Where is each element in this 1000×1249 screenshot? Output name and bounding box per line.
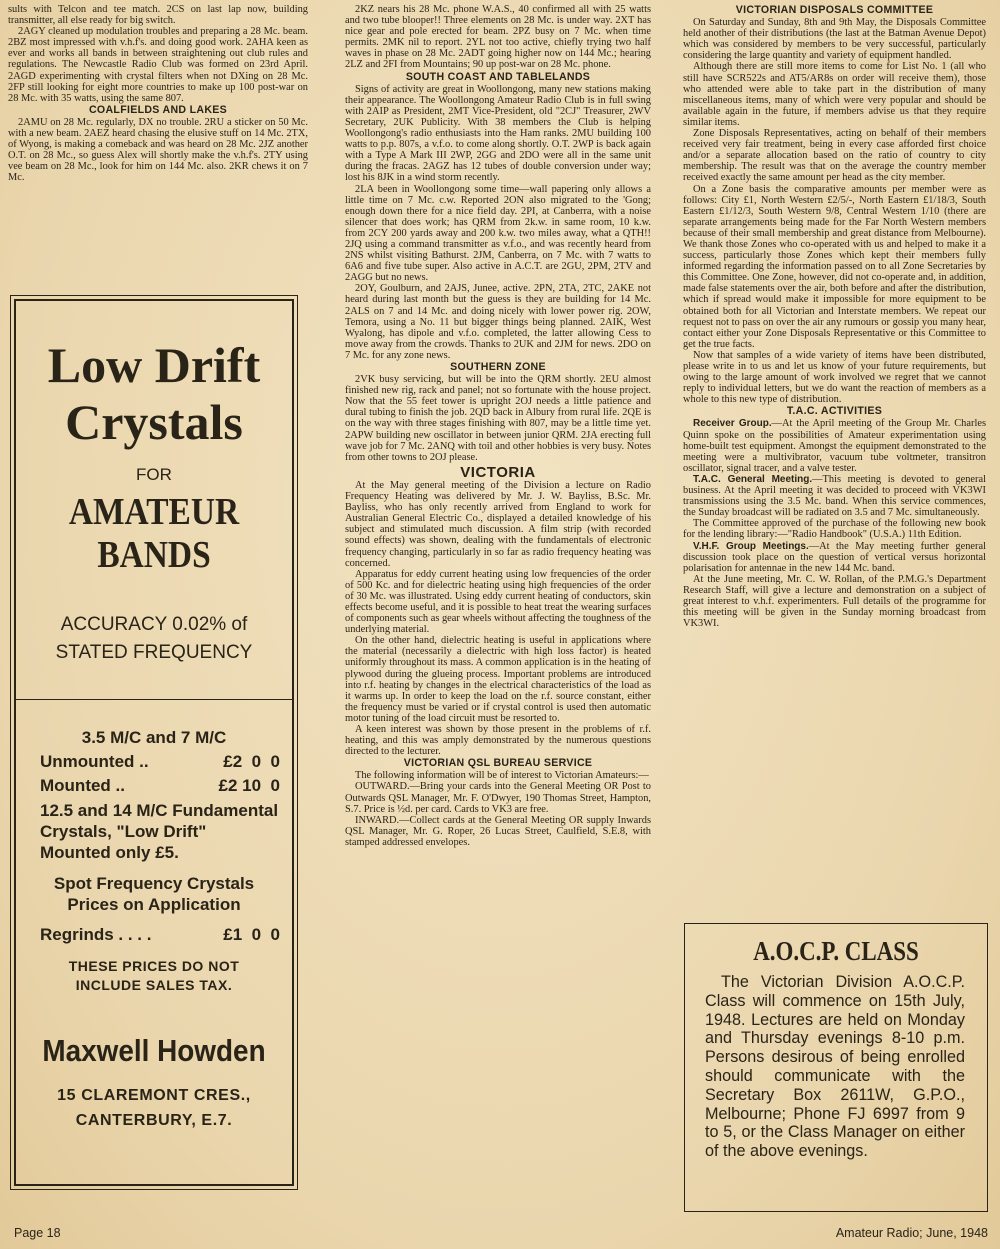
ad-address-line1: 15 CLAREMONT CRES., xyxy=(57,1087,251,1104)
paragraph: 2LA been in Woollongong some time—wall papering only allows a little time on 7 Mc. c.w. Reported 2ON also migrated to the 'Gong; enough down there for a nice field day. 2PI, at Canberra, with a noise silencer that does work; has QRM from 2k.w. in same room, 10 k.w. from 2CY 200 yards away and 200 k.w. two miles away, what a QTH!! 2JQ using a command transmitter as v.f.o., and was recently heard from 2NS whilst visiting Bathurst. 2JM, Canberra, on 7 Mc. with 7 watts to 6A6 and five tube super. Also active in A.C.T. are 2GU, 2PM, 2TV and 2AGG but no news. xyxy=(345,183,651,284)
aocp-body: The Victorian Division A.O.C.P. Class will commence on 15th July, 1948. Lectures are held on Monday and Thursday evenings 8-10 p.m. Persons desirous of being enrolled should communicate with the Secretary Box 2611W, G.P.O., Melbourne; Phone FJ 6997 from 9 to 5, or the Class Manager on either of the above evenings. xyxy=(705,973,965,1161)
price-label: Mounted .. xyxy=(40,776,125,795)
subheading: Receiver Group. xyxy=(693,418,772,430)
paragraph: Although there are still more items to come for List No. 1 (all who still have SCR522s and AT5/AR8s on order will receive them), those who attended were able to take part in the distribution of many miscellaneous items, many of which were very popular and should be available again in the future, if members advise us that they require similar items. xyxy=(683,61,986,128)
section-heading-tac: T.A.C. ACTIVITIES xyxy=(786,405,883,418)
magazine-footer: Amateur Radio; June, 1948 xyxy=(835,1226,988,1240)
paragraph: INWARD.—Collect cards at the General Meeting OR supply Inwards QSL Manager, Mr. G. Roper, 26 Lucas Street, Caulfield, S.E.8, with stamped addressed envelopes. xyxy=(345,814,651,848)
paragraph: OUTWARD.—Bring your cards into the General Meeting OR Post to Outwards QSL Manager, Mr. F. O'Dwyer, 190 Thomas Street, Hampton, S.7. Price is ½d. per card. Cards to VK3 are free. xyxy=(345,781,651,815)
ad-title-line1: Low Drift xyxy=(47,337,261,393)
ad-address-line2: CANTERBURY, E.7. xyxy=(75,1112,233,1129)
page-number: Page 18 xyxy=(14,1226,61,1240)
ad-price-unmounted xyxy=(16,752,292,772)
price-value: £2 10 0 xyxy=(218,776,280,795)
ad-title-line2: Crystals xyxy=(65,394,243,450)
paragraph: Now that samples of a wide variety of items have been distributed, please write in to us and let us know of your future requirements, but owing to the large amount of work involved we regret that we cannot reply to individual letters, but we do want the reaction of members as a whole to this new type of distribution. xyxy=(683,349,986,406)
paragraph: 2KZ nears his 28 Mc. phone W.A.S., 40 confirmed all with 25 watts and two tube blooper!! Three elements on 28 Mc. is under way. 2XT has nice gear and pole erected for beam. 2PZ busy on 7 Mc. when time permits. 2MK nil to report. 2YL not too active, chiefly trying two half waves in phase on 28 Mc. 2ADT going higher now on 144 Mc.; hearing 2LZ and 2FI from Mountains; 90 up post-war on 28 Mc. phone. xyxy=(345,4,651,71)
column-right xyxy=(683,4,986,629)
ad-divider xyxy=(16,699,292,700)
ad-spot-line2: Prices on Application xyxy=(67,895,241,914)
paragraph: On the other hand, dielectric heating is useful in applications where the material (necessarily a dielectric with high loss factor) is heated uniformly throughout its mass. A common application is in the heating of plywood during the glueing process. Important problems are introduced into r.f. heating by changes in the electrical characteristics of the load as it warms up. In order to keep the load on the r.f. source constant, either the frequency must be varied or if crystal control is used then automatic motor tuning of the load circuit must be resorted to. xyxy=(345,635,651,724)
price-value: £2 0 0 xyxy=(223,752,280,771)
paragraph: At the May general meeting of the Division a lecture on Radio Frequency Heating was delivered by Mr. J. W. Bayliss, B.Sc. Mr. Bayliss, who has only recently arrived from England to work for Australian General Electric Co., displayed a detailed knowledge of his subject and stimulated much discussion. A film strip (with recorded sound effects) was shown, dealing with the fundamentals of electronic frequency changing, particularly in so far as radio frequency heating was concerned. xyxy=(345,479,651,569)
section-heading-victoria: VICTORIA xyxy=(460,463,536,481)
ad-tax-line2: INCLUDE SALES TAX. xyxy=(75,977,233,993)
ad-price-mounted xyxy=(16,776,292,796)
paragraph: Apparatus for eddy current heating using low frequencies of the order of 500 Kc. and for dielectric heating using high frequencies of the order of 30 Mc. was illustrated. Using eddy current heating of conductors, skin effects become useful, and it is possible to heat treat the wearing surfaces of components such as gear wheels without affecting the toughness of the underlying material. xyxy=(345,568,651,636)
ad-tax-line1: THESE PRICES DO NOT xyxy=(68,958,240,974)
ad-tax-note xyxy=(16,957,292,995)
ad-spot-line1: Spot Frequency Crystals xyxy=(53,874,255,893)
ad-company-name: Maxwell Howden xyxy=(42,1033,266,1068)
crystals-advertisement xyxy=(14,299,294,1186)
paragraph: Signs of activity are great in Woollongong, many new stations making their appearance. The Woollongong Amateur Radio Club is in full swing with 2AIP as President, 2MT Vice-President, old "2CJ" Treasurer, 2WV Secretary, 2UK Publicity. With 38 members the Club is helping Woollongong's radio enthusiasts into the Ham ranks. 2MU building 100 watts to p.p. 807s, a v.f.o. to come along shortly. O.T. 2WP is back again with a Type A Mark III 2WP, 2GG and 2DO were all in the same unit during the fracas. 2AGZ has 12 tubes of double conversion under way; lost his 8JK in a wind storm recently. xyxy=(345,83,651,184)
ad-frequency-bands: 3.5 M/C and 7 M/C xyxy=(81,728,227,747)
paragraph-vhf-group xyxy=(683,541,986,574)
paragraph: On a Zone basis the comparative amounts per member were as follows: City £1, North Western £2/5/-, North Eastern £1/18/3, South Eastern £1/12/3, South Western 9/8, Central Western 1/10 (there are separate arrangements being made for the Far North Western members because of their small membership and great distance from Melbourne). We thank those Zones who co-operated with us and helped to make it a success, particularly those Zones which kept their members fully informed regarding the information passed on to all Zone Secretaries by this Committee. One Zone, however, did not co-operate and, in addition, made false statements over the air, both before and after the distribution, which if spread would make it impossible for more equipment to be obtained both for all Victorian and Interstate members. We repeat our request not to pass on over the air any rumours or gossip you many hear, contact either your Zone Disposals Representative or this Committee to get the true facts. xyxy=(683,183,986,350)
paragraph-text: —This meeting is devoted to general business. At the April meeting it was decided to proceed with VK3WI transmissions using the 3.5 Mc. band. When this service commences, the Sunday broadcast will be radiated on 3.5 and 7 Mc. simultaneously. xyxy=(683,473,986,519)
paragraph: Zone Disposals Representatives, acting on behalf of their members received very fair treatment, being in every case afforded first choice and/or a separate allocation based on the ratio of country to city membership. The result was that on the average the country member received exactly the same amount per head as the city member. xyxy=(683,128,986,184)
price-label: Regrinds . . . . xyxy=(40,925,152,944)
paragraph: The Committee approved of the purchase of the following new book for the lending library:—"Radio Handbook" (U.S.A.) 11th Edition. xyxy=(683,518,986,541)
section-heading-southern-zone: SOUTHERN ZONE xyxy=(450,361,546,373)
ad-accuracy-line2: STATED FREQUENCY xyxy=(55,642,253,663)
ad-fundamental-crystals: 12.5 and 14 M/C Fundamental Crystals, "Low Drift" Mounted only £5. xyxy=(40,801,279,862)
paragraph-text: —At the May meeting further general discussion took place on the question of vertical versus horizontal polarisation for antennae in the new 144 Mc. band. xyxy=(683,540,986,574)
column-left xyxy=(8,4,308,184)
paragraph: 2AMU on 28 Mc. regularly, DX no trouble. 2RU a sticker on 50 Mc. with a new beam. 2AEZ heard chasing the elusive stuff on 14 Mc. 2TX, of Wyong, is making a comeback and was heard on 28 Mc. 2JZ another O.T. on 28 Mc., so guess Alex will shortly make the v.h.f's. 2TY using vee beam on 28 Mc., look for him on 144 Mc. also. 2KR chews it on 7 Mc. xyxy=(8,116,308,184)
ad-accuracy xyxy=(16,611,292,667)
subheading: T.A.C. General Meeting. xyxy=(693,473,813,485)
ad-address xyxy=(16,1083,292,1133)
paragraph-receiver-group xyxy=(683,418,986,473)
aocp-title: A.O.C.P. CLASS xyxy=(753,936,919,966)
price-label: Unmounted .. xyxy=(40,752,149,771)
price-value: £1 0 0 xyxy=(223,925,280,944)
paragraph: 2VK busy servicing, but will be into the QRM shortly. 2EU almost finished new rig, rack and panel; not so fortunate with the house project. Now that the 55 feet tower is upright 2OJ needs a little patience and dural tubing to finish the job. 2QD back in Albury from rural life. 2QE is on the way with three stages finishing with 807, may be a little time yet. 2APW building new oscillator in between junior QRM. 2JA erecting full wave job for 7 Mc. 2ANQ with toil and other hobbies is very busy. Notes from other towns to 2OJ please. xyxy=(345,374,651,463)
section-heading-south-coast: SOUTH COAST AND TABLELANDS xyxy=(405,70,591,83)
paragraph: The following information will be of interest to Victorian Amateurs:— xyxy=(355,770,649,782)
ad-spot-frequency xyxy=(16,873,292,915)
aocp-class-notice xyxy=(684,923,988,1212)
subheading: V.H.F. Group Meetings. xyxy=(693,540,809,552)
paragraph: sults with Telcon and tee match. 2CS on last lap now, building transmitter, all else ready for big switch. xyxy=(8,4,308,27)
section-heading-qsl-bureau: VICTORIAN QSL BUREAU SERVICE xyxy=(403,757,593,770)
paragraph-text: —At the April meeting of the Group Mr. Charles Quinn spoke on the possibilities of Amateur experimentation using home-built test equipment. Amongst the equipment demonstrated to the meeting were a multivibrator, vacuum tube voltmeter, transitron oscillator, signal tracer, and a valve tester. xyxy=(683,418,986,474)
ad-price-regrinds xyxy=(16,925,292,945)
paragraph: A keen interest was shown by those present in the problems of r.f. heating, and this was amply demonstrated by the numerous questions directed to the lecturer. xyxy=(345,724,651,758)
ad-for: FOR xyxy=(136,465,172,484)
section-heading-disposals: VICTORIAN DISPOSALS COMMITTEE xyxy=(735,4,934,16)
paragraph: 2OY, Goulburn, and 2AJS, Junee, active. 2PN, 2TA, 2TC, 2AKE not heard during last month but the guess is they are building for 14 Mc. 2ALS on 7 and 14 Mc. and doing nicely with lower power rig. 2OW, Temora, using a No. 11 but bigger things being planned. 2AIK, West Wyalong, has dipole and v.f.o. completed, the latter allowing Cess to move away from the crowds. Thanks to 2UK and 2JM for news. 2DO on 7 Mc. for any zone news. xyxy=(345,283,651,361)
ad-accuracy-line1: ACCURACY 0.02% of xyxy=(60,614,248,635)
paragraph-general-meeting xyxy=(683,474,986,518)
paragraph: 2AGY cleaned up modulation troubles and preparing a 28 Mc. beam. 2BZ most impressed with v.h.f's. and doing good work. 2AHA keen as ever and works all bands in between straightening out club rules and regulations. The Newcastle Radio Club was formed on 23rd April. 2AGD experimenting with crystal filters when not DXing on 28 Mc. 2FP still looking for eight more countries to make up 100 post-war on 28 Mc. with 35 watts, using the same 807. xyxy=(8,26,308,104)
ad-bands: BANDS xyxy=(97,534,211,576)
section-heading-coalfields: COALFIELDS AND LAKES xyxy=(88,103,228,116)
paragraph: At the June meeting, Mr. C. W. Rollan, of the P.M.G.'s Department Research Staff, will give a lecture and demonstration on a subject of great interest to v.h.f. experimenters. Full details of the programme for this meeting will be given in the Sunday morning broadcast from VK3WI. xyxy=(683,573,986,630)
paragraph: On Saturday and Sunday, 8th and 9th May, the Disposals Committee held another of their distributions (the last at the Batman Avenue Depot) which was considered by members to be very successful, particularly considering the large quantity and variety of equipment handled. xyxy=(683,17,986,62)
ad-amateur: AMATEUR xyxy=(68,491,240,533)
column-middle xyxy=(345,4,651,848)
